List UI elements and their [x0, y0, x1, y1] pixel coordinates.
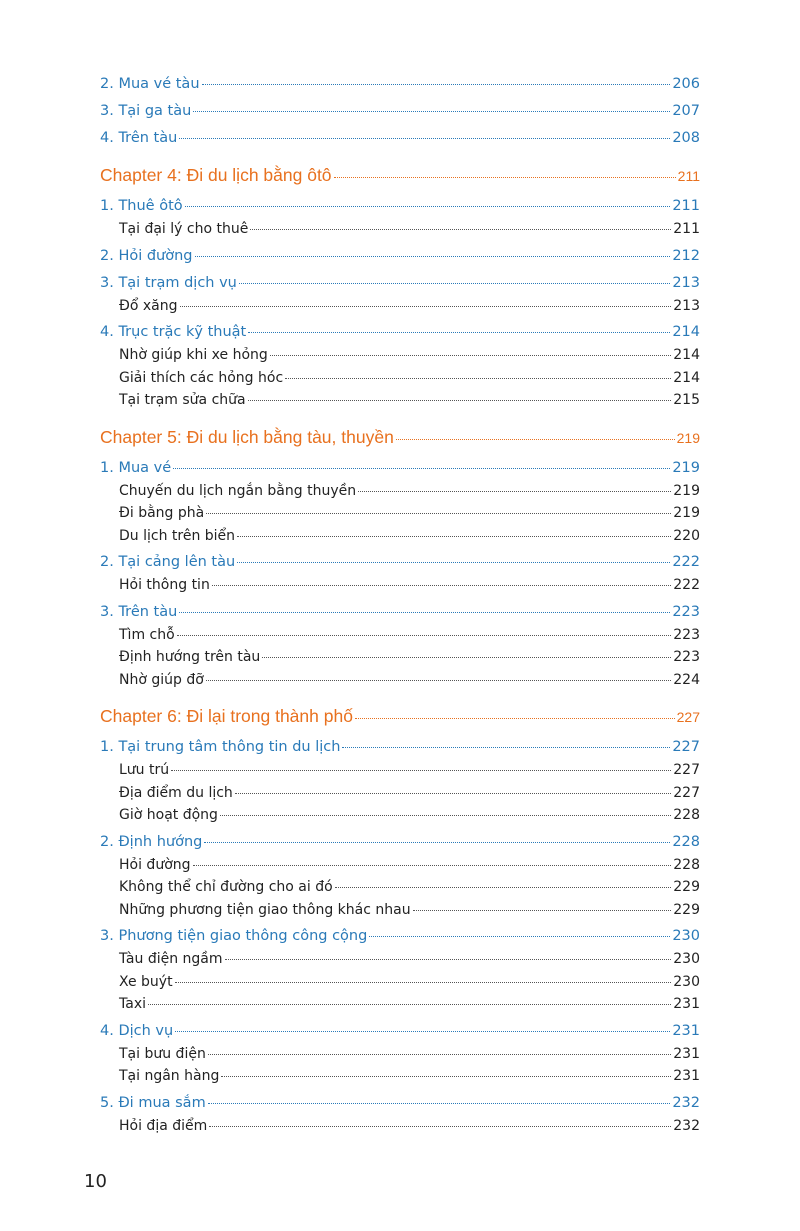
- toc-entry-label: Taxi: [119, 996, 146, 1012]
- toc-subsection-entry: [100, 295, 700, 318]
- page-number: 10: [84, 1171, 107, 1192]
- toc-subsection-entry: [100, 993, 700, 1016]
- toc-entry-label: Đi bằng phà: [119, 505, 205, 521]
- toc-entry-label: 2. Mua vé tàu: [100, 76, 200, 92]
- toc-entry-label: 3. Tại ga tàu: [100, 103, 192, 119]
- toc-entry-label: 3. Phương tiện giao thông công cộng: [100, 928, 368, 944]
- toc-entry-page: 230: [673, 951, 700, 967]
- toc-entry-label: 2. Hỏi đường: [100, 247, 193, 264]
- toc-entry-label: 4. Trục trặc kỹ thuật: [100, 324, 247, 340]
- toc-entry-label: 3. Tại trạm dịch vụ: [100, 274, 237, 291]
- dot-leader: [193, 865, 672, 866]
- toc-entry-label: Hỏi địa điểm: [119, 1117, 208, 1134]
- dot-leader: [193, 111, 670, 112]
- dot-leader: [248, 400, 672, 401]
- dot-leader: [204, 842, 670, 843]
- toc-entry-page: 214: [673, 369, 700, 386]
- dot-leader: [220, 815, 671, 816]
- toc-subsection-entry: [100, 525, 700, 548]
- toc-entry-label: Chapter 4: Đi du lịch bằng ôtô: [100, 165, 332, 185]
- toc-section-entry: [100, 320, 700, 344]
- toc-entry-page: 227: [673, 784, 700, 801]
- toc-entry-page: 212: [672, 247, 700, 264]
- toc-subsection-entry: [100, 646, 700, 669]
- toc-subsection-entry: [100, 1065, 700, 1088]
- toc-section-entry: [100, 1091, 700, 1115]
- toc-subsection-entry: [100, 971, 700, 994]
- dot-leader: [177, 635, 672, 636]
- dot-leader: [250, 229, 671, 230]
- toc-entry-label: 5. Đi mua sắm: [100, 1094, 206, 1111]
- dot-leader: [171, 770, 671, 771]
- toc-entry-page: 222: [673, 577, 700, 593]
- toc-subsection-entry: [100, 574, 700, 597]
- toc-entry-page: 211: [673, 221, 700, 237]
- toc-entry-page: 213: [673, 297, 700, 314]
- toc-subsection-entry: [100, 624, 700, 647]
- toc-chapter-entry: [100, 699, 700, 733]
- toc-entry-page: 223: [672, 603, 700, 620]
- dot-leader: [369, 936, 670, 937]
- toc-entry-page: 211: [677, 168, 700, 184]
- dot-leader: [208, 1054, 671, 1055]
- dot-leader: [175, 1031, 670, 1032]
- dot-leader: [248, 332, 670, 333]
- toc-entry-page: 229: [673, 901, 700, 918]
- toc-entry-label: Hỏi đường: [119, 856, 191, 873]
- toc-entry-page: 213: [672, 274, 700, 291]
- toc-entry-page: 208: [672, 130, 700, 146]
- dot-leader: [195, 256, 671, 257]
- dot-leader: [270, 355, 671, 356]
- dot-leader: [148, 1004, 671, 1005]
- dot-leader: [175, 982, 672, 983]
- toc-entry-label: Đổ xăng: [119, 297, 178, 314]
- toc-section-entry: [100, 271, 700, 295]
- toc-entry-label: Chapter 6: Đi lại trong thành phố: [100, 706, 353, 726]
- toc-entry-label: 2. Định hướng: [100, 833, 203, 850]
- toc-entry-label: Địa điểm du lịch: [119, 784, 233, 801]
- toc-section-entry: [100, 99, 700, 123]
- toc-entry-label: 1. Thuê ôtô: [100, 198, 183, 214]
- toc-entry-page: 219: [673, 482, 700, 499]
- dot-leader: [202, 84, 671, 85]
- toc-section-entry: [100, 194, 700, 218]
- toc-entry-label: Tìm chỗ: [119, 626, 175, 643]
- toc-subsection-entry: [100, 948, 700, 971]
- toc-entry-page: 220: [673, 527, 700, 544]
- dot-leader: [206, 680, 671, 681]
- toc-entry-page: 230: [672, 928, 700, 944]
- toc-entry-page: 219: [672, 459, 700, 476]
- dot-leader: [358, 491, 671, 492]
- toc-subsection-entry: [100, 854, 700, 877]
- toc-entry-page: 232: [672, 1094, 700, 1111]
- toc-section-entry: [100, 735, 700, 759]
- toc-entry-page: 224: [673, 671, 700, 688]
- toc-section-entry: [100, 830, 700, 854]
- toc-entry-label: Tại ngân hàng: [119, 1068, 220, 1084]
- dot-leader: [237, 562, 670, 563]
- toc-entry-page: 223: [673, 649, 700, 665]
- toc-entry-page: 230: [673, 973, 700, 990]
- dot-leader: [221, 1076, 671, 1077]
- dot-leader: [206, 513, 671, 514]
- toc-section-entry: [100, 1019, 700, 1043]
- toc-entry-label: Nhờ giúp khi xe hỏng: [119, 347, 268, 363]
- toc-entry-label: Chapter 5: Đi du lịch bằng tàu, thuyền: [100, 426, 394, 447]
- toc-entry-label: Chuyến du lịch ngắn bằng thuyền: [119, 482, 357, 499]
- dot-leader: [342, 747, 670, 748]
- toc-subsection-entry: [100, 389, 700, 412]
- toc-entry-page: 228: [673, 856, 700, 873]
- toc-entry-label: 3. Trên tàu: [100, 603, 178, 620]
- toc-section-entry: [100, 924, 700, 948]
- dot-leader: [239, 283, 670, 284]
- toc-entry-label: 4. Dịch vụ: [100, 1022, 174, 1039]
- toc-entry-label: 1. Tại trung tâm thông tin du lịch: [100, 739, 341, 755]
- toc-entry-label: Tại bưu điện: [119, 1045, 206, 1062]
- toc-subsection-entry: [100, 1115, 700, 1138]
- table-of-contents: [100, 72, 700, 1137]
- toc-entry-page: 219: [673, 505, 700, 521]
- toc-entry-label: Định hướng trên tàu: [119, 649, 261, 665]
- toc-subsection-entry: [100, 669, 700, 692]
- toc-subsection-entry: [100, 899, 700, 922]
- toc-chapter-entry: [100, 420, 700, 454]
- toc-entry-label: Tàu điện ngầm: [119, 951, 223, 967]
- toc-entry-page: 215: [673, 392, 700, 408]
- dot-leader: [179, 138, 670, 139]
- toc-entry-page: 231: [672, 1022, 700, 1039]
- toc-entry-label: Hỏi thông tin: [119, 577, 210, 593]
- toc-entry-page: 227: [676, 709, 700, 725]
- toc-entry-label: 2. Tại cảng lên tàu: [100, 554, 236, 570]
- toc-subsection-entry: [100, 480, 700, 503]
- dot-leader: [185, 206, 671, 207]
- toc-section-entry: [100, 550, 700, 574]
- dot-leader: [212, 585, 671, 586]
- toc-entry-label: Du lịch trên biển: [119, 527, 236, 544]
- dot-leader: [355, 718, 675, 719]
- toc-entry-page: 231: [673, 996, 700, 1012]
- toc-chapter-entry: [100, 158, 700, 192]
- toc-entry-label: 1. Mua vé: [100, 459, 172, 476]
- dot-leader: [173, 468, 670, 469]
- toc-subsection-entry: [100, 782, 700, 805]
- toc-section-entry: [100, 244, 700, 268]
- toc-subsection-entry: [100, 876, 700, 899]
- toc-entry-label: Xe buýt: [119, 973, 173, 990]
- toc-section-entry: [100, 126, 700, 150]
- toc-section-entry: [100, 456, 700, 480]
- dot-leader: [237, 536, 671, 537]
- toc-entry-label: Không thể chỉ đường cho ai đó: [119, 879, 333, 895]
- toc-entry-page: 207: [672, 103, 700, 119]
- toc-entry-label: Nhờ giúp đỡ: [119, 671, 204, 688]
- toc-entry-label: 4. Trên tàu: [100, 130, 178, 146]
- toc-subsection-entry: [100, 502, 700, 525]
- dot-leader: [396, 439, 675, 440]
- dot-leader: [180, 306, 672, 307]
- toc-section-entry: [100, 72, 700, 96]
- toc-entry-label: Những phương tiện giao thông khác nhau: [119, 901, 411, 918]
- toc-entry-label: Giải thích các hỏng hóc: [119, 369, 284, 386]
- toc-entry-page: 223: [673, 626, 700, 643]
- toc-entry-page: 222: [672, 554, 700, 570]
- dot-leader: [262, 657, 671, 658]
- toc-subsection-entry: [100, 344, 700, 367]
- toc-entry-page: 211: [672, 198, 700, 214]
- toc-subsection-entry: [100, 759, 700, 782]
- toc-subsection-entry: [100, 218, 700, 241]
- toc-entry-page: 219: [676, 429, 700, 446]
- toc-entry-page: 227: [672, 739, 700, 755]
- toc-entry-page: 206: [672, 76, 700, 92]
- toc-entry-page: 229: [673, 879, 700, 895]
- toc-entry-label: Tại trạm sửa chữa: [119, 392, 246, 408]
- toc-entry-page: 232: [673, 1117, 700, 1134]
- toc-subsection-entry: [100, 1043, 700, 1066]
- toc-entry-label: Tại đại lý cho thuê: [119, 221, 249, 237]
- toc-entry-page: 231: [673, 1045, 700, 1062]
- toc-subsection-entry: [100, 367, 700, 390]
- dot-leader: [208, 1103, 671, 1104]
- toc-subsection-entry: [100, 804, 700, 827]
- toc-entry-page: 214: [673, 347, 700, 363]
- dot-leader: [235, 793, 671, 794]
- dot-leader: [413, 910, 672, 911]
- toc-entry-page: 214: [672, 324, 700, 340]
- dot-leader: [285, 378, 671, 379]
- toc-entry-page: 228: [673, 807, 700, 823]
- toc-entry-label: Lưu trú: [119, 762, 170, 778]
- dot-leader: [334, 177, 676, 178]
- toc-entry-page: 228: [672, 833, 700, 850]
- dot-leader: [225, 959, 672, 960]
- dot-leader: [179, 612, 670, 613]
- toc-entry-page: 231: [673, 1068, 700, 1084]
- toc-entry-page: 227: [673, 762, 700, 778]
- toc-entry-label: Giờ hoạt động: [119, 807, 218, 823]
- toc-section-entry: [100, 600, 700, 624]
- dot-leader: [209, 1126, 671, 1127]
- dot-leader: [335, 887, 672, 888]
